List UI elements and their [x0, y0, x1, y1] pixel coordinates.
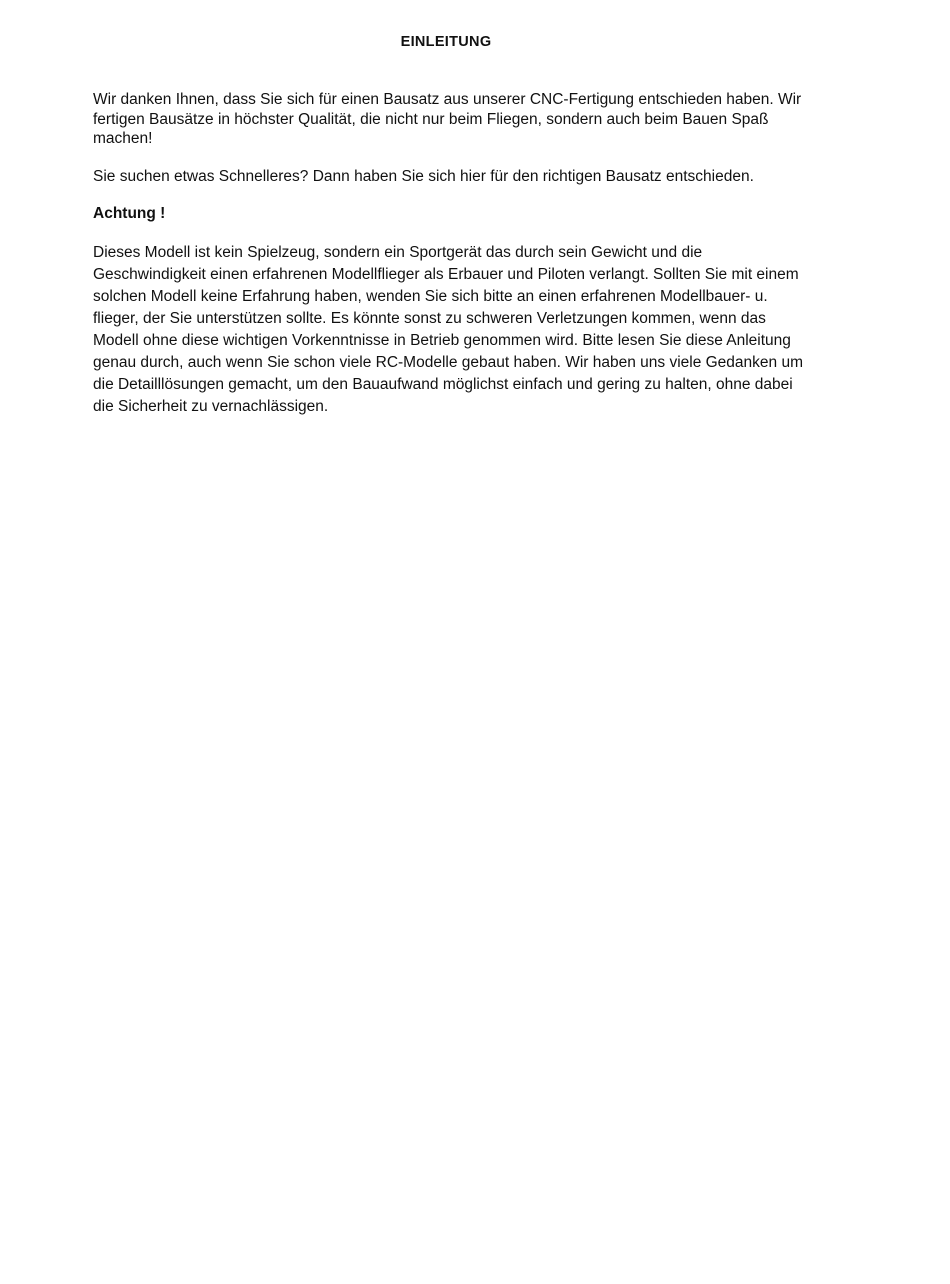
- page-title: EINLEITUNG: [400, 34, 492, 50]
- intro-paragraph: Wir danken Ihnen, dass Sie sich für einen Bausatz aus unserer CNC-Fertigung entschieden haben. Wir fertigen Bausätze in höchster Qualität, die nicht nur beim Fliegen, sondern auch beim Bauen Spaß machen!: [93, 91, 802, 147]
- warning-heading: Achtung !: [93, 205, 166, 222]
- document-body: [93, 90, 808, 418]
- speed-paragraph: Sie suchen etwas Schnelleres? Dann haben Sie sich hier für den richtigen Bausatz entschieden.: [93, 167, 754, 185]
- warning-paragraph: Dieses Modell ist kein Spielzeug, sondern ein Sportgerät das durch sein Gewicht und die Geschwindigkeit einen erfahrenen Modellflieger als Erbauer und Piloten verlangt. Sollten Sie mit einem solchen Modell keine Erfahrung haben, wenden Sie sich bitte an einen erfahrenen Modellbauer- u. flieger, der Sie unterstützen sollte. Es könnte sonst zu schweren Verletzungen kommen, wenn das Modell ohne diese wichtigen Vorkenntnisse in Betrieb genommen wird. Bitte lesen Sie diese Anleitung genau durch, auch wenn Sie schon viele RC-Modelle gebaut haben. Wir haben uns viele Gedanken um die Detailllösungen gemacht, um den Bauaufwand möglichst einfach und gering zu halten, ohne dabei die Sicherheit zu vernachlässigen.: [93, 243, 803, 415]
